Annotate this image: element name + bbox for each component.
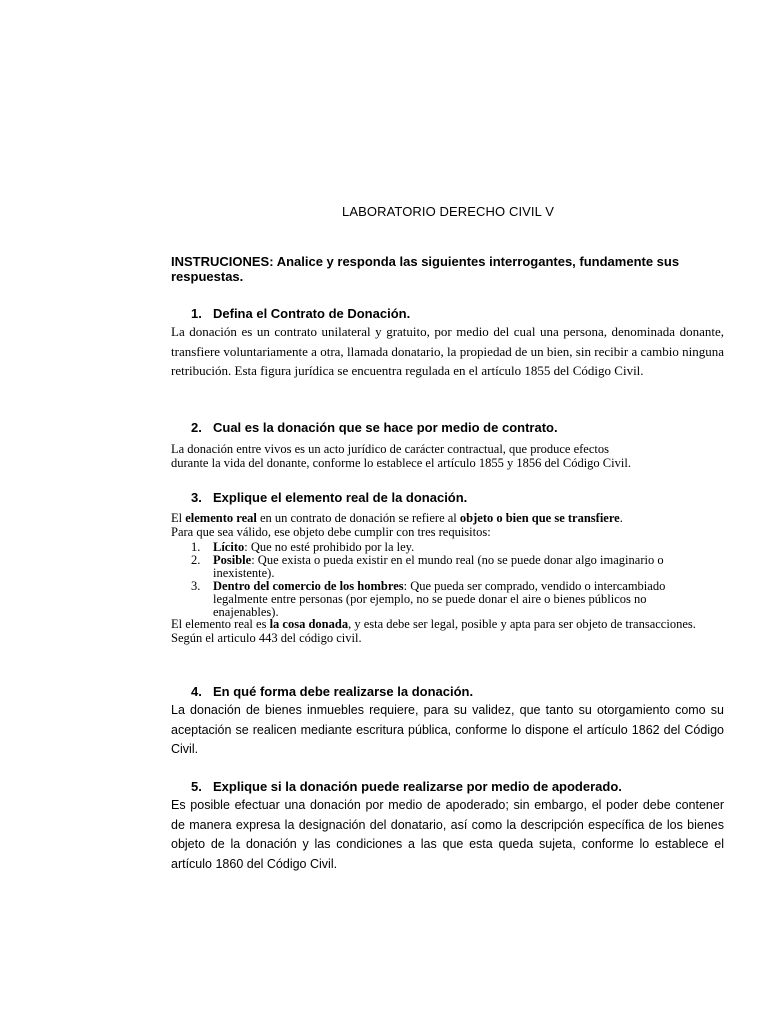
list-item: [191, 580, 711, 619]
question-2-text: Cual es la donación que se hace por medio de contrato.: [213, 420, 558, 435]
list-item-number: 1.: [191, 540, 201, 554]
intro-term-objeto: objeto o bien que se transfiere: [459, 511, 620, 525]
question-4-text: En qué forma debe realizarse la donación.: [213, 684, 474, 699]
question-1-number: 1.: [191, 306, 202, 321]
intro-text-a: El: [171, 511, 186, 525]
question-4-number: 4.: [191, 684, 202, 699]
answer-1: La donación es un contrato unilateral y gratuito, por medio del cual una persona, denominada donante, transfiere voluntariamente a otra, llamada donatario, la propiedad de un bien, sin recibir a cambio ninguna retribución. Esta figura jurídica se encuentra regulada en el artículo 1855 del Código Civil.: [171, 324, 724, 378]
answer-5: Es posible efectuar una donación por medio de apoderado; sin embargo, el poder debe contener de manera expresa la designación del donatario, así como la descripción específica de los bienes objeto de la donación y las condiciones a las que esta queda sujeta, conforme lo establece el artículo 1860 del Código Civil.: [171, 798, 724, 871]
answer-3-intro: [171, 512, 724, 539]
list-item-number: 3.: [191, 579, 201, 593]
answer-3-intro-line-1: [171, 512, 724, 526]
list-item-text: : Que no esté prohibido por la ley.: [244, 540, 415, 554]
list-item: [191, 554, 711, 580]
question-4: [191, 684, 473, 699]
closing-term-cosa-donada: la cosa donada: [269, 617, 349, 631]
instructions-text: INSTRUCIONES: Analice y responda las siguientes interrogantes, fundamente sus respuestas.: [171, 254, 680, 284]
question-3-text: Explique el elemento real de la donación.: [213, 490, 468, 505]
list-item-text: : Que pueda ser comprado, vendido o intercambiado legalmente entre personas (por ejemplo, no se puede donar el aire o bienes públicos no enajenables).: [213, 579, 666, 619]
list-item-text: : Que exista o pueda existir en el mundo real (no se puede donar algo imaginario o inexistente).: [213, 553, 664, 580]
answer-4: La donación de bienes inmuebles requiere, para su validez, que tanto su otorgamiento como su aceptación se realicen mediante escritura pública, conforme lo dispone el artículo 1862 del Código Civil.: [171, 703, 724, 756]
answer-2-line-2: durante la vida del donante, conforme lo establece el artículo 1855 y 1856 del Código Civil.: [171, 456, 631, 470]
question-2: [191, 420, 558, 435]
question-3-number: 3.: [191, 490, 202, 505]
intro-term-elemento-real: elemento real: [185, 511, 257, 525]
document-title: LABORATORIO DERECHO CIVIL V: [342, 204, 554, 219]
list-item-term: Lícito: [213, 540, 245, 554]
answer-3-closing: [171, 618, 724, 645]
question-3: [191, 490, 467, 505]
intro-text-c: en un contrato de donación se refiere al: [256, 511, 460, 525]
question-5-text: Explique si la donación puede realizarse por medio de apoderado.: [213, 779, 622, 794]
closing-text-c: , y esta debe ser legal, posible y apta para ser objeto de transacciones. Según el articulo 443 del código civil.: [171, 617, 696, 645]
question-1: [191, 306, 410, 321]
answer-2: [171, 442, 724, 470]
question-1-text: Defina el Contrato de Donación.: [213, 306, 411, 321]
list-item-term: Posible: [213, 553, 252, 567]
answer-3-intro-line-2: Para que sea válido, ese objeto debe cumplir con tres requisitos:: [171, 524, 491, 539]
requirements-list: [191, 541, 711, 619]
question-5-number: 5.: [191, 779, 202, 794]
answer-2-line-1: La donación entre vivos es un acto jurídico de carácter contractual, que produce efectos: [171, 442, 609, 456]
list-item-number: 2.: [191, 553, 201, 567]
list-item-term: Dentro del comercio de los hombres: [213, 579, 404, 593]
question-5: [191, 779, 622, 794]
question-2-number: 2.: [191, 420, 202, 435]
intro-text-e: .: [619, 511, 623, 525]
closing-text-a: El elemento real es: [171, 617, 270, 631]
